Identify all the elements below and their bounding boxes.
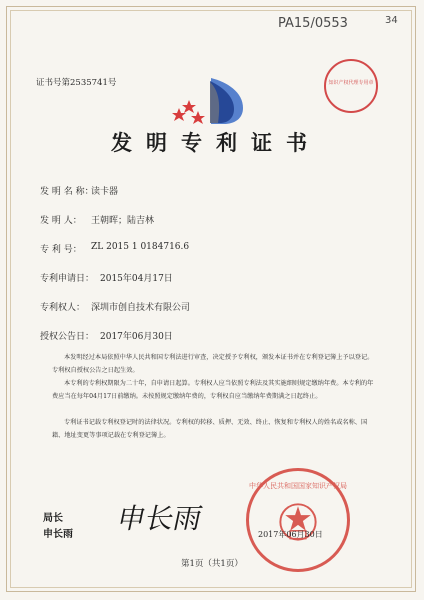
body-paragraph-2: 本专利的专利权期限为二十年，自申请日起算。专利权人应当依照专利法及其实施细则规定缴纳年费。本专利的年费应当在每年04月17日前缴纳。未按照规定缴纳年费的，专利权自应当缴纳年费期满之日起终止。 (52, 380, 374, 401)
official-seal-text: 中华人民共和国国家知识产权局 (249, 482, 347, 490)
handwritten-code: PA15/0553 (278, 16, 348, 31)
patent-holder-label: 专利权人： (40, 303, 86, 313)
small-seal-text: 知识产权代理专用章 (328, 80, 374, 86)
logo-stars (172, 100, 205, 124)
certificate-title: 发明专利证书 (111, 130, 321, 155)
page-indicator: 第1页（共1页） (181, 559, 243, 569)
grant-date-label: 授权公告日： (40, 332, 95, 342)
seal-emblem (249, 471, 347, 569)
certificate-number: 证书号第2535741号 (36, 78, 117, 88)
director-name: 申长雨 (43, 529, 73, 540)
director-title: 局长 (43, 513, 63, 524)
grant-date-value: 2017年06月30日 (100, 332, 173, 342)
body-paragraph-3: 专利证书记载专利权登记时的法律状况。专利权的转移、质押、无效、终止、恢复和专利权人的姓名或名称、国籍、地址变更等事项记载在专利登记簿上。 (52, 419, 368, 440)
body-paragraph-1: 本发明经过本局依照中华人民共和国专利法进行审查，决定授予专利权，颁发本证书并在专利登记簿上予以登记。专利权自授权公告之日起生效。 (52, 354, 374, 375)
invention-label: 发 明 名 称： (40, 187, 94, 197)
small-red-seal (324, 59, 378, 113)
filing-date-value: 2015年04月17日 (100, 274, 173, 284)
director-signature: 申长雨 (114, 502, 206, 535)
inventor-value: 王朝晖；陆吉林 (91, 216, 155, 226)
corner-mark: 34 (385, 15, 398, 26)
patent-number-label: 专 利 号： (40, 245, 82, 255)
official-red-seal (246, 468, 350, 572)
patent-number-value: ZL 2015 1 0184716.6 (91, 242, 190, 252)
inventor-label: 发 明 人： (40, 216, 82, 226)
invention-value: 读卡器 (91, 187, 119, 197)
stamp-date: 2017年06月30日 (258, 530, 323, 539)
patent-office-logo (171, 74, 253, 126)
patent-holder-value: 深圳市创自技术有限公司 (91, 303, 191, 313)
filing-date-label: 专利申请日： (40, 274, 95, 284)
